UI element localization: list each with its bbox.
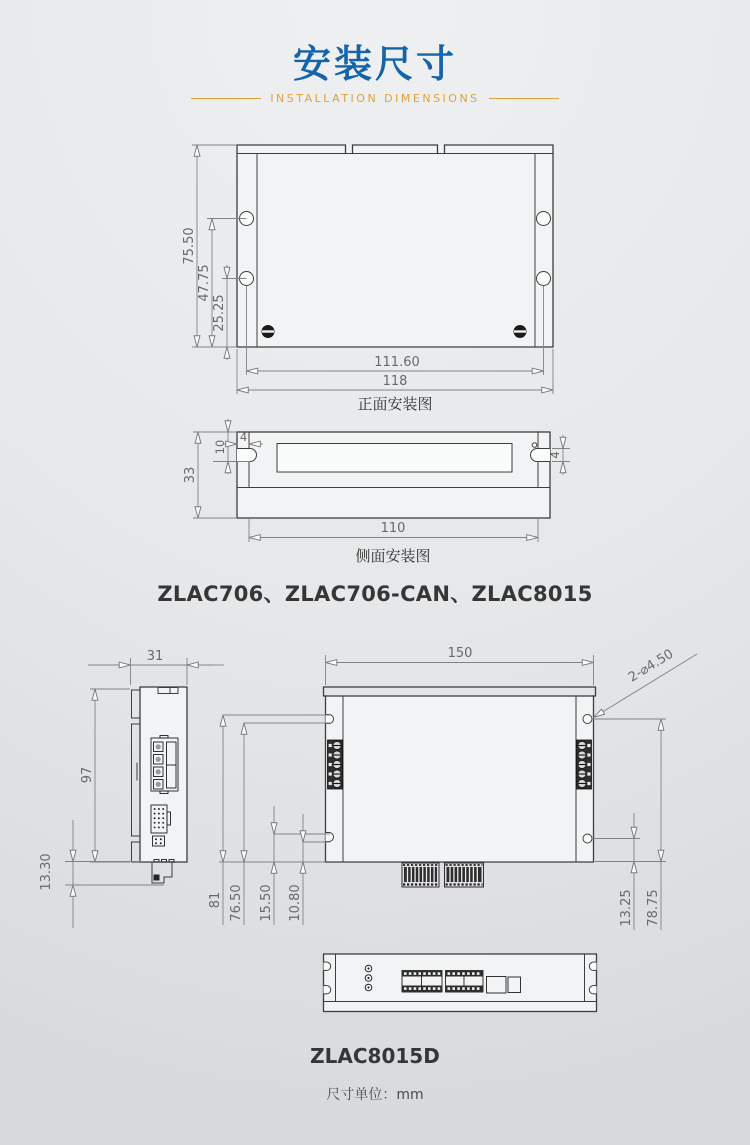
panel-slot-left-bottom <box>324 986 331 994</box>
model-name-group-b: ZLAC8015D <box>310 1044 440 1068</box>
dim-d-main-width: 150 <box>447 646 473 661</box>
unit-note: 尺寸单位：mm <box>326 1087 424 1103</box>
side-mounting-view <box>183 419 570 565</box>
dim-front-hole-spacing: 111.60 <box>374 355 420 370</box>
dim-d-main-left-slot-bottom: 10.80 <box>288 884 303 922</box>
dim-side-mount-width: 110 <box>380 521 406 536</box>
side-panel-recess <box>277 444 512 473</box>
panel-slot-right-bottom <box>589 986 596 994</box>
d-main-body <box>326 696 594 862</box>
model-names-group-a: ZLAC706、ZLAC706-CAN、ZLAC8015 <box>157 582 593 606</box>
dim-d-side-width: 31 <box>146 649 164 664</box>
page-title: 安装尺寸 <box>292 42 457 86</box>
mount-hole-bottom-right <box>537 272 551 286</box>
side-view-caption: 侧面安装图 <box>355 547 431 565</box>
front-view-caption: 正面安装图 <box>357 395 433 413</box>
side-detail-notch <box>532 443 537 448</box>
screw-icon <box>514 325 527 338</box>
dim-d-side-tab-depth: 13.30 <box>39 853 54 891</box>
dim-front-lower-hole: 25.25 <box>212 294 227 332</box>
mount-slot-left <box>237 449 257 462</box>
dim-d-main-right-hole-bottom: 13.25 <box>619 889 634 927</box>
panel-body <box>324 954 597 1012</box>
dim-side-wall-width: 4 <box>239 430 248 444</box>
zlac8015d-panel-view <box>324 954 597 1012</box>
front-body <box>237 145 553 347</box>
terminal-strip-left <box>328 740 343 789</box>
panel-slot-left-top <box>324 962 331 970</box>
screw-icon <box>262 325 275 338</box>
dip-connector-block <box>402 863 439 887</box>
dim-side-total-height: 33 <box>183 466 198 484</box>
dip-connector-block <box>445 863 484 887</box>
front-mounting-view <box>182 145 553 413</box>
mount-hole-top-right <box>583 715 592 724</box>
mount-hole-bottom-right <box>583 834 592 843</box>
terminal-strip-right <box>577 740 592 789</box>
dim-d-main-left-slot-top: 15.50 <box>259 884 274 922</box>
dim-d-main-left-outer: 81 <box>208 891 223 909</box>
dim-side-slot-height: 4 <box>548 451 562 459</box>
page-subtitle: INSTALLATION DIMENSIONS <box>270 91 480 105</box>
dim-front-total-width: 118 <box>382 374 408 389</box>
panel-slot-right-top <box>589 962 596 970</box>
dim-d-main-mount-holes: 2-⌀4.50 <box>626 646 677 686</box>
dim-d-main-right-hole-top: 78.75 <box>646 889 661 927</box>
mount-hole-top-right <box>537 212 551 226</box>
dim-front-total-height: 75.50 <box>182 227 197 265</box>
led-indicators <box>365 965 372 991</box>
mount-slot-top-left <box>326 715 334 724</box>
dim-d-side-height: 97 <box>80 766 95 784</box>
dim-d-main-left-inner: 76.50 <box>229 884 244 922</box>
dim-front-upper-hole: 47.75 <box>197 264 212 302</box>
bottom-connector-tab <box>152 860 174 884</box>
dim-side-slot-offset: 10 <box>213 439 227 455</box>
zlac8015d-main-view <box>208 646 697 930</box>
zlac8015d-side-view <box>39 649 224 928</box>
